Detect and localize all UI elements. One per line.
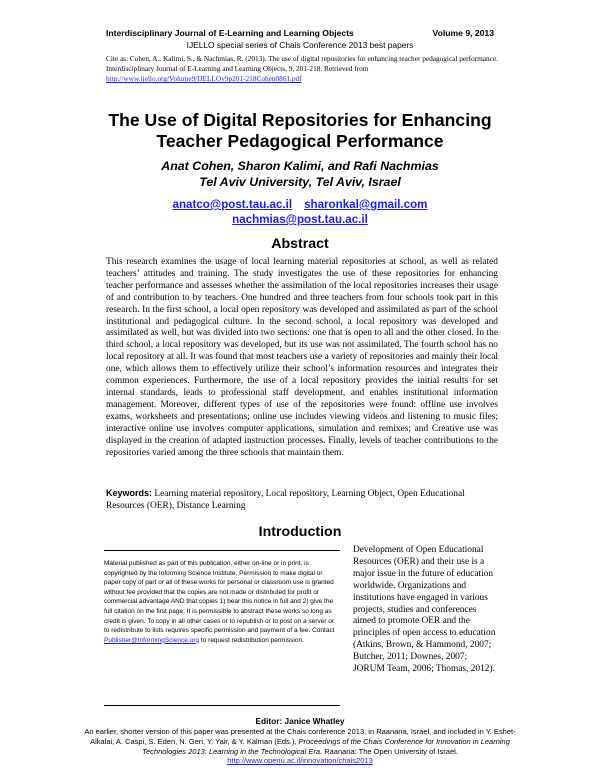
keywords-text: Learning material repository, Local repository, Learning Object, Open Educational Resources (OER), Distance Learning xyxy=(106,489,465,511)
email-link[interactable]: anatco@post.tau.ac.il xyxy=(172,198,293,211)
citation xyxy=(106,54,498,85)
keywords-label: Keywords: xyxy=(106,488,153,498)
paper-title xyxy=(60,110,540,152)
footnote-link[interactable]: http://www.openu.ac.il/innovation/chais2013 xyxy=(227,756,373,766)
citation-text: Cite as: Cohen, A., Kalimi, S., & Nachmias, R. (2013). The use of digital repositories for enhancing teacher pedagogical performance. Interdisciplinary Journal of E-Learning and Learning Objects, 9, 201-218. Retrieved from xyxy=(106,54,498,74)
series-label: IJELLO special series of Chais Conference 2013 best papers xyxy=(186,40,414,50)
keywords xyxy=(106,488,498,513)
copyright-notice xyxy=(104,550,340,706)
authors: Anat Cohen, Sharon Kalimi, and Rafi Nachmias xyxy=(161,159,439,173)
title-line: Teacher Pedagogical Performance xyxy=(156,131,444,151)
publisher-email-link[interactable]: Publisher@InformingScience.org xyxy=(104,636,200,644)
introduction-heading: Introduction xyxy=(258,524,342,540)
footnote xyxy=(80,727,520,766)
citation-link[interactable]: http://www.ijello.org/Volume9/IJELLOv9p201-218Cohen0861.pdf xyxy=(106,74,302,84)
email-link[interactable]: nachmias@post.tau.ac.il xyxy=(232,213,368,226)
copyright-text: Material published as part of this publication, either on-line or in print, is copyrighted by the Informing Science Institute. Permission to make digital or paper copy of part or all of these works for personal or classroom use is granted without fee provided that the copies are not made or distributed for profit or commercial advantage AND that copies 1) bear this notice in full and 2) give the full citation on the first page. It is permissible to abstract these works so long as credit is given. To copy in all other cases or to republish or to post on a server or to redistribute to lists requires specific permission and payment of a fee. Contact xyxy=(104,560,335,635)
footnote-tail: . Raanana: The Open University of Israel. xyxy=(320,746,458,756)
title-line: The Use of Digital Repositories for Enhancing xyxy=(108,110,492,130)
affiliation: Tel Aviv University, Tel Aviv, Israel xyxy=(199,175,401,189)
journal-name: Interdisciplinary Journal of E-Learning and Learning Objects xyxy=(106,28,354,38)
author-block xyxy=(60,158,540,190)
copyright-tail: to request redistribution permission. xyxy=(199,636,304,644)
email-block xyxy=(60,197,540,227)
email-link[interactable]: sharonkal@gmail.com xyxy=(304,198,428,211)
volume-label: Volume 9, 2013 xyxy=(432,28,494,38)
running-header xyxy=(106,28,494,38)
abstract-text: This research examines the usage of local learning material repositories at school, as well as related teachers’ attitudes and training. The study investigates the use of these repositories for enhancing teacher performance and assesses whether the assimilation of the local repositories increases their usage of and contribution to by teachers. One hundred and three teachers from four schools took part in this research. In the first school, a local open repository was developed and assimilated as part of the school institutional and pedagogical culture. In the second school, a local repository was developed and assimilated as well, but was divided into two sections: one that is open to all and the other closed. In the third school, a local repository was developed, but its use was not assimilated. The fourth school has no local repository at all. It was found that most teachers use a variety of repositories and mainly their local one, which allows them to effectively utilize their school’s information resources and integrates their common experiences. Furthermore, the use of a local repository provides the initial results for set internal standards, leads to professional staff development, and enables institutional information management. Moreover, different types of use of the repositories were found: offline use involves exams, worksheets and presentations; online use includes viewing videos and listening to music files; interactive online use involves computer applications, simulation and remixes; and Creative use was displayed in the creation of adapted instruction processes. Finally, levels of teacher contributions to the repositories varied among the three schools that maintain them. xyxy=(106,257,498,458)
editor-label: Editor: Janice Whatley xyxy=(255,716,345,726)
introduction-text: Development of Open Educational Resources (OER) and their use is a major issue in the future of education worldwide. Organizations and institutions have engaged in various projects, studies and conferences aimed to promote OER and the principles of open access to education (Atkins, Brown, & Hammond, 2007; Butcher, 2011; Downes, 2007; JORUM Team, 2006; Thomas, 2012). xyxy=(353,545,496,675)
footnote-proceedings: Proceedings of the Chais Conference for Innovation in Learning Technologies 2013: Learning in the Technological Era xyxy=(142,736,510,756)
footnote-text: An earlier, shorter version of this paper was presented at the Chais conference 2013, in Raanana, Israel, and included in Y. Eshet-Alkalai, A. Caspi, S. Eden, N. Geri, Y. Yair, & Y. Kalman (Eds.), xyxy=(84,727,516,746)
abstract-heading: Abstract xyxy=(271,236,329,252)
